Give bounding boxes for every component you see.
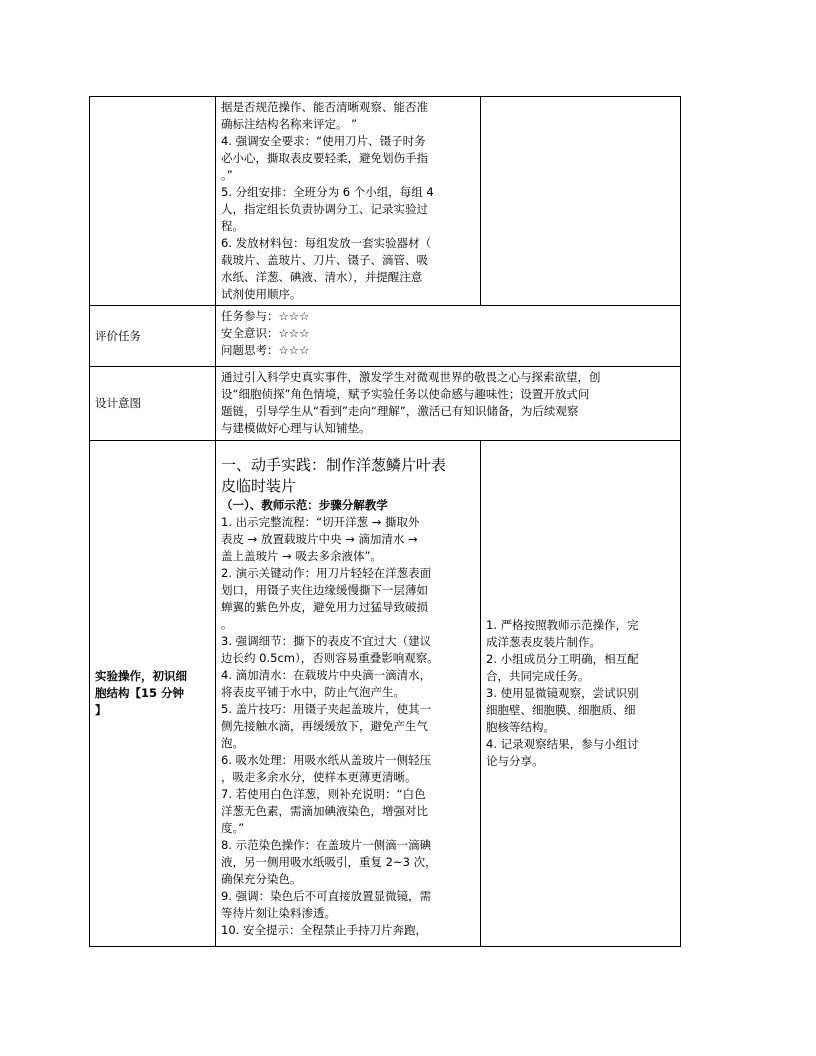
text-line: 6. 发放材料包：每组发放一套实验器材（: [221, 236, 432, 250]
text-line: 6. 吸水处理：用吸水纸从盖玻片一侧轻压: [221, 753, 432, 767]
text-line: 蝉翼的紫色外皮，避免用力过猛导致破损: [221, 600, 428, 614]
text-line: 1. 严格按照教师示范操作，完: [486, 618, 639, 632]
text-line: 。: [221, 617, 233, 631]
text-line: 泡。: [221, 736, 244, 750]
text-line: 3. 强调细节：撕下的表皮不宜过大（建议: [221, 634, 432, 648]
experiment-student-cell: [481, 441, 681, 947]
table-row-design-intent: [90, 367, 681, 441]
text-line: 题链，引导学生从“看到”走向“理解”，激活已有知识储备，为后续观察: [221, 404, 579, 418]
label-line: 胞结构【15 分钟: [95, 686, 185, 700]
label-line: 】: [95, 703, 107, 717]
text-line: 9. 强调：染色后不可直接放置显微镜，需: [221, 889, 432, 903]
text-line: 必小心，撕取表皮要轻柔，避免划伤手指: [221, 151, 428, 165]
text-line: 设“细胞侦探”角色情境，赋予实验任务以使命感与趣味性；设置开放式问: [221, 387, 590, 401]
evaluation-content: [216, 306, 681, 367]
text-line: 10. 安全提示：全程禁止手持刀片奔跑，: [221, 923, 427, 937]
text-line: 表皮 → 放置载玻片中央 → 滴加清水 →: [221, 532, 418, 546]
text-line: 人，指定组长负责协调分工、记录实验过: [221, 202, 428, 216]
table-row-experiment: [90, 441, 681, 947]
text-line: 8. 示范染色操作：在盖玻片一侧滴一滴碘: [221, 838, 432, 852]
label-line: 实验操作，初识细: [95, 669, 187, 683]
text-line: 将表皮平铺于水中，防止气泡产生。: [221, 685, 405, 699]
text-line: 确保充分染色。: [221, 872, 302, 886]
empty-label-cell: [90, 97, 216, 306]
evaluation-label: 评价任务: [90, 306, 216, 367]
text-line: 试剂使用顺序。: [221, 287, 302, 301]
text-line: 细胞壁、细胞膜、细胞质、细: [486, 703, 636, 717]
section-title: [221, 455, 475, 497]
experiment-teacher-cell: [216, 441, 481, 947]
text-line: 程。: [221, 219, 244, 233]
lesson-plan-table: [89, 96, 681, 947]
text-line: 水纸、洋葱、碘液、清水），并提醒注意: [221, 270, 423, 284]
text-line: 据是否规范操作、能否清晰观察、能否准: [221, 100, 428, 114]
text-line: ，吸走多余水分，使样本更薄更清晰。: [221, 770, 417, 784]
experiment-label: [90, 441, 216, 947]
text-line: 5. 分组安排：全班分为 6 个小组，每组 4: [221, 185, 434, 199]
text-line: 4. 强调安全要求：“使用刀片、镊子时务: [221, 134, 426, 148]
section-title-line: 一、动手实践：制作洋葱鳞片叶表: [221, 456, 447, 474]
text-line: 等待片刻让染料渗透。: [221, 906, 336, 920]
text-line: 成洋葱表皮装片制作。: [486, 635, 601, 649]
text-line: 。”: [221, 168, 233, 182]
subsection-title: （一）、教师示范：步骤分解教学: [221, 498, 388, 512]
text-line: 边长约 0.5cm），否则容易重叠影响观察。: [221, 651, 439, 665]
text-line: 胞核等结构。: [486, 720, 555, 734]
design-intent-content: [216, 367, 681, 441]
text-line: 4. 记录观察结果，参与小组讨: [486, 737, 639, 751]
table-row-evaluation: [90, 306, 681, 367]
text-line: 5. 盖片技巧：用镊子夹起盖玻片，使其一: [221, 702, 432, 716]
text-line: 4. 滴加清水：在载玻片中央滴一滴清水，: [221, 668, 432, 682]
text-line: 通过引入科学史真实事件，激发学生对微观世界的敬畏之心与探索欲望，创: [221, 370, 601, 384]
student-activity-cell: [481, 97, 681, 306]
teacher-activity-cell: [216, 97, 481, 306]
text-line: 度。”: [221, 821, 245, 835]
text-line: 7. 若使用白色洋葱，则补充说明：“白色: [221, 787, 426, 801]
text-line: 确标注结构名称来评定。 ”: [221, 117, 358, 131]
table-row-continuation: [90, 97, 681, 306]
text-line: 载玻片、盖玻片、刀片、镊子、滴管、吸: [221, 253, 428, 267]
text-line: 合，共同完成任务。: [486, 669, 590, 683]
text-line: 洋葱无色素，需滴加碘液染色，增强对比: [221, 804, 428, 818]
section-title-line: 皮临时装片: [221, 477, 297, 495]
text-line: 侧先接触水滴，再缓缓放下，避免产生气: [221, 719, 428, 733]
text-line: 液，另一侧用吸水纸吸引，重复 2~3 次，: [221, 855, 437, 869]
text-line: 1. 出示完整流程：“切开洋葱 → 撕取外: [221, 515, 420, 529]
text-line: 与建模做好心理与认知铺垫。: [221, 421, 371, 435]
text-line: 盖上盖玻片 → 吸去多余液体”。: [221, 549, 382, 563]
text-line: 划口，用镊子夹住边缘缓慢撕下一层薄如: [221, 583, 428, 597]
text-line: 论与分享。: [486, 754, 544, 768]
rating-line: 安全意识：☆☆☆: [221, 326, 310, 340]
text-line: 3. 使用显微镜观察，尝试识别: [486, 686, 639, 700]
text-line: 2. 小组成员分工明确，相互配: [486, 652, 639, 666]
rating-line: 问题思考：☆☆☆: [221, 343, 310, 357]
text-line: 2. 演示关键动作：用刀片轻轻在洋葱表面: [221, 566, 432, 580]
design-intent-label: 设计意图: [90, 367, 216, 441]
rating-line: 任务参与：☆☆☆: [221, 309, 310, 323]
